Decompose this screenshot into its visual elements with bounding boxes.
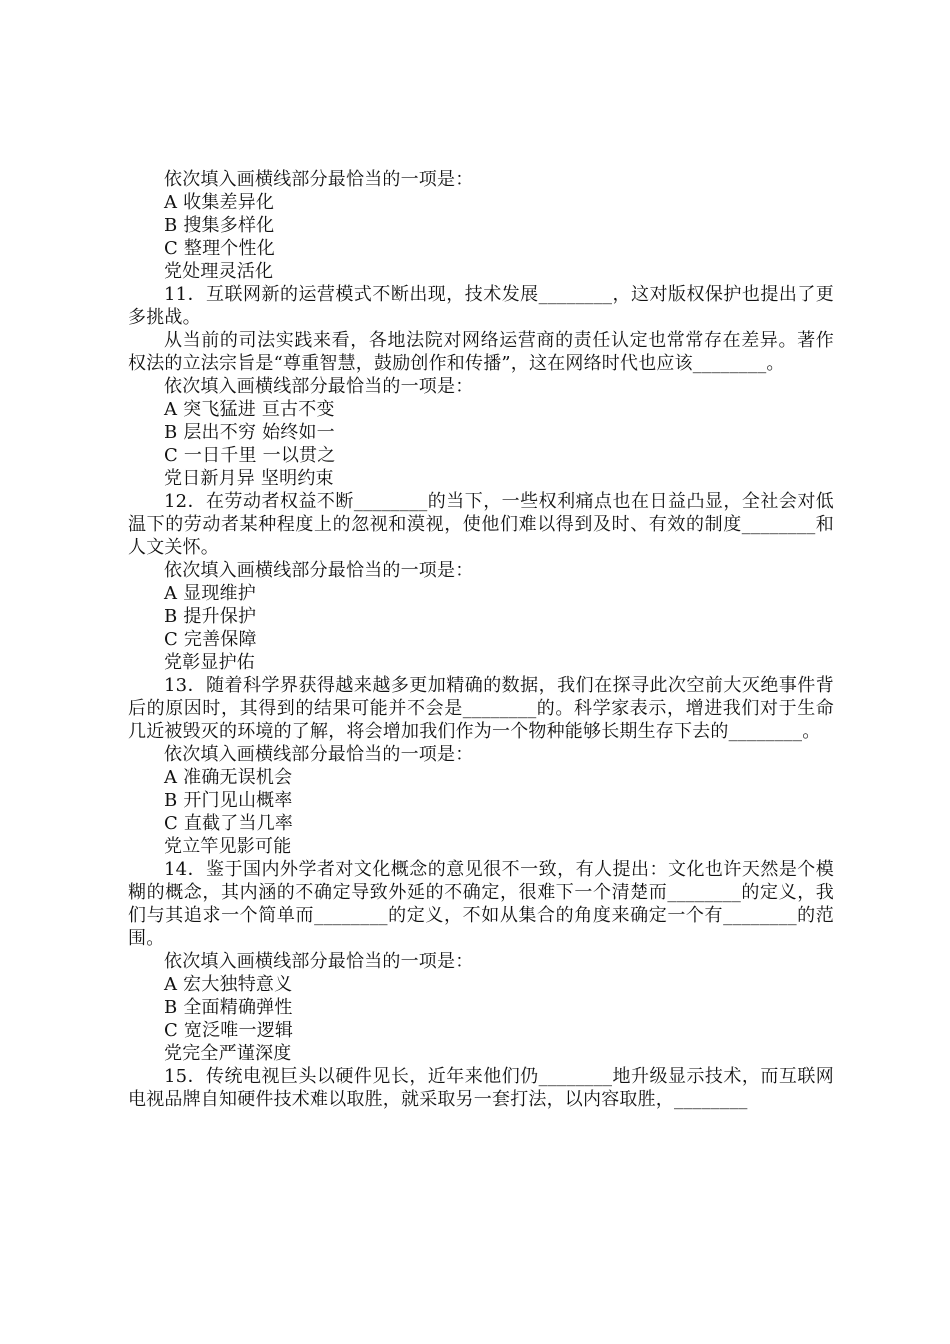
text-line: 党日新月异 坚明约束 bbox=[164, 468, 334, 489]
text-line: 党彰显护佑 bbox=[164, 652, 255, 673]
text-line: C 整理个性化 bbox=[164, 238, 275, 259]
text-line: 党完全严谨深度 bbox=[164, 1043, 292, 1064]
text-line: A 准确无误机会 bbox=[164, 767, 293, 788]
text-line: C 完善保障 bbox=[164, 629, 257, 650]
document-body bbox=[128, 168, 834, 1111]
text-line: 依次填入画横线部分最恰当的一项是： bbox=[164, 376, 474, 397]
text-line: B 层出不穷 始终如一 bbox=[164, 422, 335, 443]
text-line: B 搜集多样化 bbox=[164, 215, 275, 236]
question-paragraph: 11．互联网新的运营模式不断出现，技术发展________，这对版权保护也提出了更多挑战。 bbox=[128, 284, 834, 328]
text-line: 党立竿见影可能 bbox=[164, 836, 292, 857]
text-line: 党处理灵活化 bbox=[164, 261, 274, 282]
question-paragraph: 从当前的司法实践来看，各地法院对网络运营商的责任认定也常常存在差异。著作权法的立法宗旨是“尊重智慧，鼓励创作和传播”，这在网络时代也应该________。 bbox=[128, 330, 834, 374]
text-line: A 突飞猛进 亘古不变 bbox=[164, 399, 335, 420]
text-line: C 直截了当几率 bbox=[164, 813, 294, 834]
text-line: B 全面精确弹性 bbox=[164, 997, 293, 1018]
question-paragraph: 15．传统电视巨头以硬件见长，近年来他们仍________地升级显示技术，而互联网电视品牌自知硬件技术难以取胜，就采取另一套打法，以内容取胜，________ bbox=[128, 1066, 834, 1110]
text-line: B 开门见山概率 bbox=[164, 790, 293, 811]
question-paragraph: 14．鉴于国内外学者对文化概念的意见很不一致，有人提出：文化也许天然是个模糊的概念，其内涵的不确定导致外延的不确定，很难下一个清楚而________的定义，我们与其追求一个简单而________的定义，不如从集合的角度来确定一个有________的范围。 bbox=[128, 859, 834, 949]
text-line: 依次填入画横线部分最恰当的一项是： bbox=[164, 951, 474, 972]
text-line: A 显现维护 bbox=[164, 583, 256, 604]
question-paragraph: 12．在劳动者权益不断________的当下，一些权利痛点也在日益凸显，全社会对低温下的劳动者某种程度上的忽视和漠视，使他们难以得到及时、有效的制度________和人文关怀。 bbox=[128, 491, 834, 558]
text-line: 依次填入画横线部分最恰当的一项是： bbox=[164, 560, 474, 581]
text-line: C 宽泛唯一逻辑 bbox=[164, 1020, 294, 1041]
question-paragraph: 13．随着科学界获得越来越多更加精确的数据，我们在探寻此次空前大灭绝事件背后的原因时，其得到的结果可能并不会是________的。科学家表示，增进我们对于生命几近被毁灭的环境的了解，将会增加我们作为一个物种能够长期生存下去的________。 bbox=[128, 675, 834, 742]
text-line: B 提升保护 bbox=[164, 606, 257, 627]
text-line: 依次填入画横线部分最恰当的一项是： bbox=[164, 169, 474, 190]
text-line: A 收集差异化 bbox=[164, 192, 275, 213]
text-line: 依次填入画横线部分最恰当的一项是： bbox=[164, 744, 474, 765]
text-line: C 一日千里 一以贯之 bbox=[164, 445, 336, 466]
text-line: A 宏大独特意义 bbox=[164, 974, 293, 995]
